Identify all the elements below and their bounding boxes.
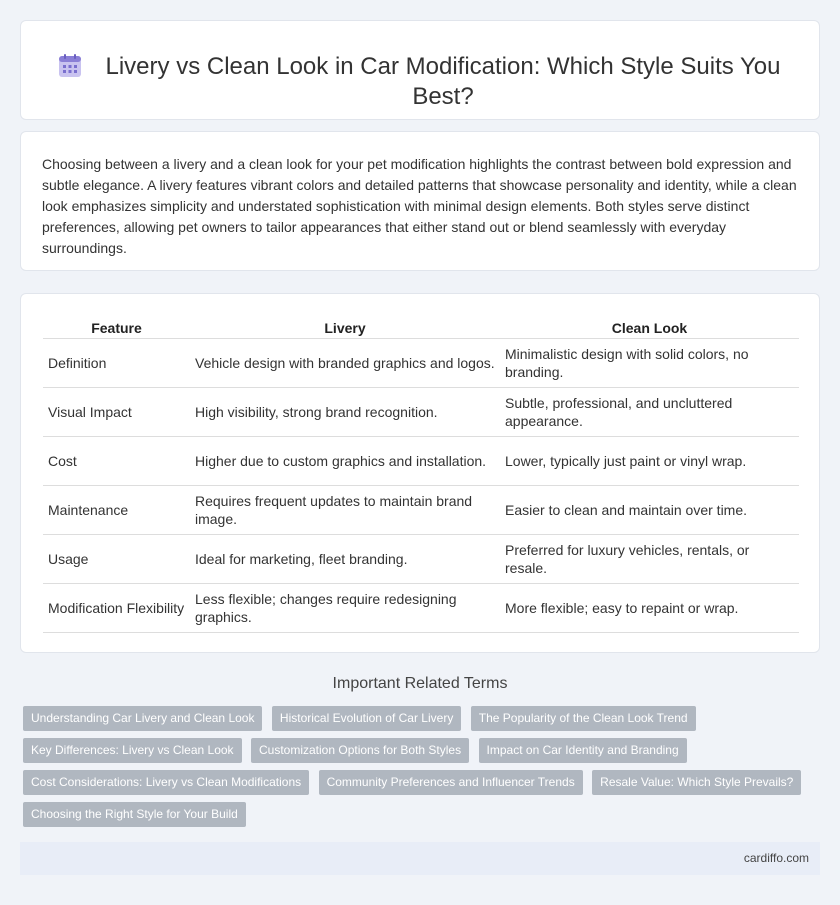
comparison-table-card	[20, 293, 820, 653]
table-cell: Usage	[43, 534, 190, 583]
related-term-tag[interactable]: Customization Options for Both Styles	[251, 738, 469, 763]
table-cell: Minimalistic design with solid colors, no branding.	[500, 338, 799, 387]
intro-card	[20, 131, 820, 271]
table-cell: Modification Flexibility	[43, 583, 190, 632]
related-terms-heading: Important Related Terms	[332, 675, 508, 692]
table-header-row	[43, 312, 799, 338]
footer-site-link[interactable]: cardiffo.com	[743, 851, 809, 865]
table-cell: Easier to clean and maintain over time.	[500, 485, 799, 534]
table-cell: Higher due to custom graphics and installation.	[190, 436, 500, 485]
comparison-table	[43, 312, 799, 633]
related-term-tag[interactable]: Historical Evolution of Car Livery	[272, 706, 461, 731]
related-term-tag[interactable]: Understanding Car Livery and Clean Look	[23, 706, 262, 731]
related-term-tag[interactable]: Community Preferences and Influencer Trends	[319, 770, 583, 795]
table-row	[43, 436, 799, 485]
header-livery: Livery	[190, 312, 500, 338]
table-cell: Ideal for marketing, fleet branding.	[190, 534, 500, 583]
footer	[20, 842, 820, 875]
table-row	[43, 534, 799, 583]
calendar-icon	[57, 53, 83, 79]
table-cell: Definition	[43, 338, 190, 387]
table-cell: Subtle, professional, and uncluttered appearance.	[500, 387, 799, 436]
related-term-tag[interactable]: Cost Considerations: Livery vs Clean Modifications	[23, 770, 309, 795]
page-title: Livery vs Clean Look in Car Modification: Which Style Suits You Best?	[105, 52, 781, 110]
table-cell: Maintenance	[43, 485, 190, 534]
table-cell: Preferred for luxury vehicles, rentals, or resale.	[500, 534, 799, 583]
header-clean-look: Clean Look	[500, 312, 799, 338]
table-cell: Requires frequent updates to maintain brand image.	[190, 485, 500, 534]
table-cell: Cost	[43, 436, 190, 485]
related-term-tag[interactable]: Key Differences: Livery vs Clean Look	[23, 738, 242, 763]
related-term-tag[interactable]: Choosing the Right Style for Your Build	[23, 802, 246, 827]
related-term-tag[interactable]: Impact on Car Identity and Branding	[479, 738, 687, 763]
table-row	[43, 583, 799, 632]
related-term-tag[interactable]: Resale Value: Which Style Prevails?	[592, 770, 801, 795]
table-row	[43, 485, 799, 534]
related-term-tag[interactable]: The Popularity of the Clean Look Trend	[471, 706, 696, 731]
intro-paragraph: Choosing between a livery and a clean look for your pet modification highlights the contrast between bold expression and subtle elegance. A livery features vibrant colors and detailed patterns that showcase personality and identity, while a clean look emphasizes simplicity and understated sophistication with minimal design elements. Both styles serve distinct preferences, allowing pet owners to tailor appearances that either stand out or blend seamlessly with everyday surroundings.	[42, 156, 797, 256]
related-terms-list	[23, 706, 813, 834]
table-cell: Lower, typically just paint or vinyl wrap.	[500, 436, 799, 485]
table-cell: Vehicle design with branded graphics and logos.	[190, 338, 500, 387]
table-cell: More flexible; easy to repaint or wrap.	[500, 583, 799, 632]
title-card	[20, 20, 820, 120]
table-row	[43, 387, 799, 436]
table-row	[43, 338, 799, 387]
table-cell: Less flexible; changes require redesigning graphics.	[190, 583, 500, 632]
header-feature: Feature	[43, 312, 190, 338]
table-cell: High visibility, strong brand recognition.	[190, 387, 500, 436]
table-cell: Visual Impact	[43, 387, 190, 436]
